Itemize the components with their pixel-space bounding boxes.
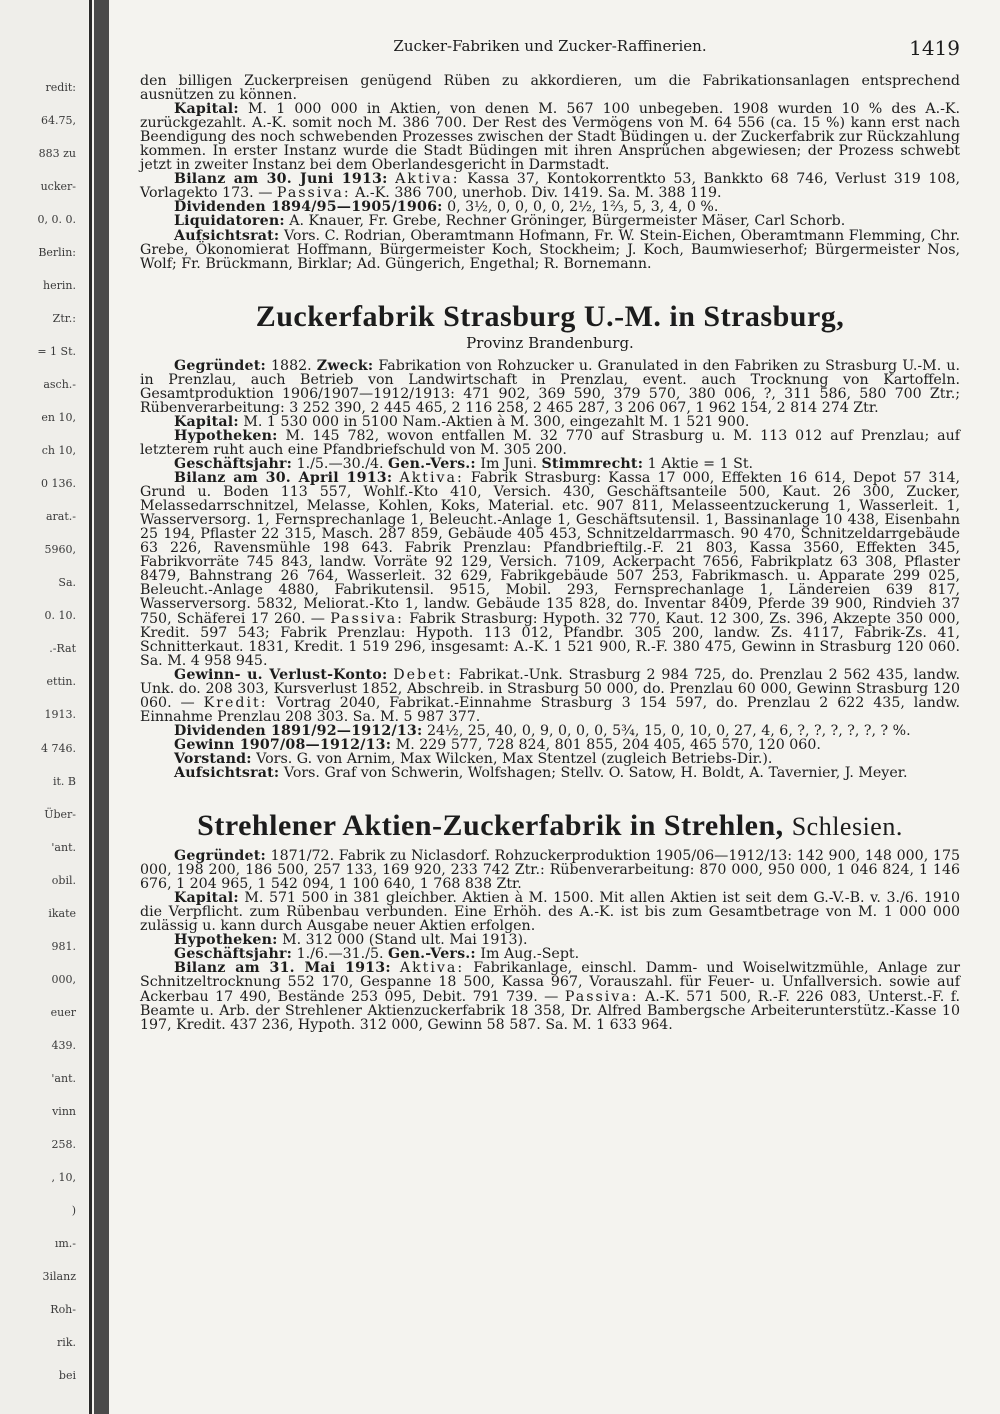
geschaeftsjahr-paragraph: [140, 457, 960, 471]
hypotheken-paragraph: [140, 429, 960, 457]
page-number: 1419: [909, 36, 960, 60]
vorstand-text: Vors. G. von Arnim, Max Wilcken, Max Stentzel (zugleich Betriebs-Dir.).: [256, 750, 773, 767]
liquidatoren-text: A. Knauer, Fr. Grebe, Rechner Gröninger, Bürgermeister Mäser, Carl Schorb.: [289, 213, 846, 230]
dividenden-paragraph: [140, 200, 960, 214]
gen-vers-text: Im Aug.-Sept.: [480, 946, 580, 963]
geschaeftsjahr-text: 1./6.—31./5.: [296, 946, 384, 963]
gegruendet-label: Gegründet:: [174, 357, 266, 374]
kapital-text: M. 571 500 in 381 gleichber. Aktien à M. 1500. Mit allen Aktien ist seit dem G.-V.-B. v. 3./6. 1910 die Verpflicht. zum Rübenbau verbunden. Eine Erhöh. des A.-K. ist bis zum Gesamtbetrage von M. 1 000 000 zulässig u. kann durch Ausgabe neuer Aktien erfolgen.: [140, 890, 960, 935]
running-header: [140, 32, 960, 74]
left-margin-fragment: asch.-: [43, 378, 76, 391]
bilanz-paragraph: [140, 471, 960, 668]
left-margin-fragment: bei: [58, 1369, 76, 1382]
left-margin-fragment: 0. 10.: [44, 609, 76, 622]
left-margin-fragment: rik.: [57, 1336, 76, 1349]
entry-title: Zuckerfabrik Strasburg U.-M. in Strasburg,: [255, 299, 845, 333]
hypotheken-label: Hypotheken:: [174, 427, 278, 444]
left-margin-fragment: 64.75,: [41, 114, 76, 127]
gegruendet-paragraph: [140, 849, 960, 891]
geschaeftsjahr-text: 1./5.—30./4.: [296, 455, 384, 472]
gen-vers-label: Gen.-Vers.:: [388, 946, 476, 963]
left-margin-fragment: Über-: [44, 808, 76, 821]
left-margin-fragment: ettin.: [46, 675, 76, 688]
entry-strehlen: [140, 810, 960, 1032]
vorstand-label: Vorstand:: [174, 750, 252, 767]
gen-vers-text: Im Juni.: [480, 455, 537, 472]
guv-paragraph: [140, 668, 960, 724]
geschaeftsjahr-label: Geschäftsjahr:: [174, 455, 293, 472]
left-margin-fragment: 0 136.: [41, 477, 76, 490]
kapital-text: M. 1 530 000 in 5100 Nam.-Aktien à M. 300, eingezahlt M. 1 521 900.: [243, 413, 750, 430]
intro-paragraph: den billigen Zuckerpreisen genügend Rüben zu akkordieren, um die Fabrikationsanlagen entsprechend ausnützen zu können.: [140, 73, 960, 104]
gewinn-paragraph: [140, 738, 960, 752]
left-margin-fragment: 981.: [51, 940, 76, 953]
hypotheken-paragraph: [140, 933, 960, 947]
left-margin-fragment: 3ilanz: [42, 1270, 76, 1283]
kredit-word: Kredit:: [203, 694, 268, 711]
left-margin-fragment: 1913.: [44, 708, 76, 721]
left-margin-fragment: euer: [50, 1006, 76, 1019]
hypotheken-label: Hypotheken:: [174, 932, 278, 949]
aufsichtsrat-paragraph: [140, 766, 960, 780]
bilanz-label: Bilanz am 31. Mai 1913:: [174, 960, 391, 977]
left-margin-fragment: , 10,: [51, 1171, 76, 1184]
gen-vers-label: Gen.-Vers.:: [388, 455, 476, 472]
liquidatoren-label: Liquidatoren:: [174, 213, 285, 230]
bilanz-paragraph: [140, 961, 960, 1031]
left-margin-fragment: obil.: [51, 874, 76, 887]
left-margin-fragment: ): [71, 1204, 76, 1217]
kapital-label: Kapital:: [174, 890, 239, 907]
left-margin-fragment: ucker-: [40, 180, 76, 193]
bilanz-aktiva-text: Kassa 37, Kontokorrentkto 53, Bankkto 68 746, Verlust 319 108, Vorlagekto 173. —: [140, 171, 960, 202]
liquidatoren-paragraph: [140, 214, 960, 228]
left-margin-fragment: 883 zu: [38, 147, 76, 160]
book-gutter-shadow: [94, 0, 109, 1414]
geschaeftsjahr-paragraph: [140, 947, 960, 961]
guv-kredit-text: Vortrag 2040, Fabrikat.-Einnahme Strasburg 3 154 597, do. Prenzlau 2 622 435, landw. Einnahme Prenzlau 208 303. Sa. M. 5 987 377.: [140, 694, 960, 725]
left-margin-fragment: ch 10,: [41, 444, 76, 457]
left-margin-fragment: Sa.: [58, 576, 76, 589]
left-margin-fragment: en 10,: [41, 411, 76, 424]
stimmrecht-text: 1 Aktie = 1 St.: [647, 455, 754, 472]
entry-title-main: Strehlener Aktien-Zuckerfabrik in Strehlen,: [197, 809, 784, 843]
book-gutter-line: [89, 0, 92, 1414]
kapital-label: Kapital:: [174, 101, 239, 118]
gegruendet-paragraph: [140, 359, 960, 415]
left-margin-fragment: redit:: [45, 81, 76, 94]
debet-word: Debet:: [393, 666, 453, 683]
gegruendet-text: 1882.: [271, 357, 312, 374]
left-margin-fragment: arat.-: [45, 510, 76, 523]
gewinn-text: M. 229 577, 728 824, 801 855, 204 405, 465 570, 120 060.: [395, 736, 821, 753]
left-margin-fragment: Ztr.:: [52, 312, 76, 325]
aktiva-word: Aktiva:: [399, 960, 465, 977]
passiva-word: Passiva:: [330, 610, 404, 627]
aufsichtsrat-paragraph: [140, 229, 960, 271]
aufsichtsrat-text: Vors. Graf von Schwerin, Wolfshagen; Stellv. O. Satow, H. Boldt, A. Tavernier, J. Meyer.: [283, 765, 908, 782]
kapital-text: M. 1 000 000 in Aktien, von denen M. 567 100 unbegeben. 1908 wurden 10 % des A.-K. zurückgezahlt. A.-K. somit noch M. 386 700. Der Rest des Vermögens von M. 64 556 (ca. 15 %) kann erst nach Beendigung des noch schwebenden Prozesses zwischen der Stadt Büdingen u. der Zuckerfabrik zur Rückzahlung kommen. In erster Instanz wurde die Stadt Büdingen mit ihren Ansprüchen abgewiesen; der Prozess schwebt jetzt in zweiter Instanz bei dem Oberlandesgericht in Darmstadt.: [140, 101, 960, 174]
page-content: [140, 32, 960, 1032]
left-page-margin-fragment: [0, 0, 88, 1414]
left-margin-fragment: 258.: [51, 1138, 76, 1151]
left-margin-fragment: 4 746.: [41, 742, 76, 755]
dividenden-text: 0, 3½, 0, 0, 0, 0, 2½, 1⅔, 5, 3, 4, 0 %.: [447, 199, 719, 216]
bilanz-aktiva-text: Fabrik Strasburg: Kassa 17 000, Effekten 16 614, Depot 57 314, Grund u. Boden 113 557, Wohlf.-Kto 410, Versich. 430, Geschäftsanteile 500, Kaut. 26 300, Zucker, Melassedarrschnitzel, Melasse, Kohlen, Koks, Material. etc. 907 811, Melasseentzuckerung 1, Wasserleit. 1, Wasserversorg. 1, Fernsprechanlage 1, Beleucht.-Anlage 1, Geschäftsutensil. 1, Bassinanlage 10 438, Eisenbahn 25 194, Pflaster 22 315, Masch. 287 859, Gebäude 405 453, Schnitzeldarrmasch. 90 470, Schnitzeldarrgebäude 63 226, Ravensmühle 198 643. Fabrik Prenzlau: Pfandbrieftilg.-F. 21 803, Kassa 3560, Effekten 345, Fabrikvorräte 745 843, landw. Vorräte 92 129, Versich. 7109, Ackerpacht 7656, Fabrikplatz 63 308, Pflaster 8479, Bahnstrang 26 764, Wasserleit. 32 629, Fabrikgebäude 507 253, Fabrikmasch. u. Apparate 299 025, Beleucht.-Anlage 4880, Fabrikutensil. 9515, Mobil. 293, Fernsprechanlage 1, Ländereien 639 817, Wasserversorg. 5832, Meliorat.-Kto 1, landw. Gebäude 135 828, do. Inventar 8409, Pferde 39 900, Rindvieh 37 750, Schäferei 17 260. —: [140, 470, 961, 627]
left-margin-fragment: 0, 0. 0.: [37, 213, 76, 226]
kapital-paragraph: [140, 891, 960, 933]
header-title: Zucker-Fabriken und Zucker-Raffinerien.: [393, 37, 707, 55]
bilanz-passiva-text: Fabrik Strasburg: Hypoth. 32 770, Kaut. 12 300, Zs. 396, Akzepte 350 000, Kredit. 597 543; Fabrik Prenzlau: Hypoth. 113 012, Pfandbr. 305 200, landw. Zs. 4117, Fabrik-Zs. 41, Schnitterkaut. 1831, Kredit. 1 519 296, insgesamt: A.-K. 1 521 900, R.-F. 380 475, Gewinn in Strasburg 120 060. Sa. M. 4 958 945.: [140, 610, 960, 669]
aufsichtsrat-label: Aufsichtsrat:: [174, 227, 280, 244]
bilanz-passiva-text: A.-K. 571 500, R.-F. 226 083, Unterst.-F. f. Beamte u. Arb. der Strehlener Aktienzuckerfabrik 18 358, Dr. Alfred Bambergsche Arbeiterunterstütz.-Kasse 10 197, Kredit. 437 236, Hypoth. 312 000, Gewinn 58 587. Sa. M. 1 633 964.: [140, 988, 961, 1033]
bilanz-passiva-text: A.-K. 386 700, unerhob. Div. 1419. Sa. M. 388 119.: [355, 185, 722, 202]
left-margin-fragment: 5960,: [44, 543, 76, 556]
vorstand-paragraph: [140, 752, 960, 766]
stimmrecht-label: Stimmrecht:: [541, 455, 644, 472]
left-margin-fragment: 439.: [51, 1039, 76, 1052]
passiva-word: Passiva:: [276, 185, 351, 202]
dividenden-label: Dividenden 1891/92—1912/13:: [174, 722, 423, 739]
dividenden-paragraph: [140, 724, 960, 738]
kapital-paragraph: [140, 415, 960, 429]
left-margin-fragment: 'ant.: [51, 841, 76, 854]
entry-title-region: Schlesien.: [791, 812, 903, 842]
dividenden-label: Dividenden 1894/95—1905/1906:: [174, 199, 443, 216]
geschaeftsjahr-label: Geschäftsjahr:: [174, 946, 293, 963]
kapital-paragraph: [140, 102, 960, 172]
bilanz-label: Bilanz am 30. April 1913:: [174, 470, 393, 487]
left-margin-fragment: vinn: [52, 1105, 76, 1118]
left-margin-fragment: .-Rat: [49, 642, 76, 655]
left-margin-fragment: Roh-: [50, 1303, 76, 1316]
left-margin-fragment: Berlin:: [38, 246, 76, 259]
bilanz-label: Bilanz am 30. Juni 1913:: [174, 171, 388, 188]
aufsichtsrat-label: Aufsichtsrat:: [174, 765, 280, 782]
gegruendet-text: 1871/72. Fabrik zu Niclasdorf. Rohzuckerproduktion 1905/06—1912/13: 142 900, 148 000, 175 000, 198 200, 186 500, 257 133, 169 920, 233 742 Ztr.: Rübenverarbeitung: 870 000, 950 000, 1 046 824, 1 146 676, 1 204 965, 1 542 094, 1 100 640, 1 768 838 Ztr.: [140, 848, 960, 893]
zweck-label: Zweck:: [316, 357, 374, 374]
entry-title: [140, 810, 960, 843]
left-margin-fragment: 'ant.: [51, 1072, 76, 1085]
entry-strasburg: [140, 301, 960, 780]
left-margin-fragment: ım.-: [54, 1237, 76, 1250]
gegruendet-label: Gegründet:: [174, 848, 266, 865]
entry-subtitle: Provinz Brandenburg.: [466, 333, 634, 352]
zweck-text: Fabrikation von Rohzucker u. Granulated in den Fabriken zu Strasburg U.-M. u. in Prenzlau, auch Betrieb von Landwirtschaft in Prenzlau, event. auch Trocknung von Kartoffeln. Gesamtproduktion 1906/1907—1912/1913: 471 902, 369 590, 379 570, 380 006, ?, 311 586, 580 700 Ztr.; Rübenverarbeitung: 3 252 390, 2 445 465, 2 116 258, 2 465 287, 3 206 067, 1 962 154, 2 814 274 Ztr.: [140, 357, 960, 416]
left-margin-fragment: herin.: [43, 279, 76, 292]
left-margin-fragment: ikate: [48, 907, 76, 920]
kapital-label: Kapital:: [174, 413, 239, 430]
entry-buedingen-continuation: [140, 74, 960, 271]
guv-label: Gewinn- u. Verlust-Konto:: [174, 666, 388, 683]
gewinn-label: Gewinn 1907/08—1912/13:: [174, 736, 392, 753]
guv-debet-text: Fabrikat.-Unk. Strasburg 2 984 725, do. Prenzlau 2 562 435, landw. Unk. do. 208 303, Kursverlust 1852, Abschreib. in Strasburg 50 000, do. Prenzlau 60 000, Gewinn Strasburg 120 060. —: [140, 666, 960, 711]
left-margin-fragment: = 1 St.: [37, 345, 76, 358]
hypotheken-text: M. 312 000 (Stand ult. Mai 1913).: [282, 932, 528, 949]
bilanz-paragraph: [140, 172, 960, 200]
passiva-word: Passiva:: [564, 988, 639, 1005]
dividenden-text: 24½, 25, 40, 0, 9, 0, 0, 0, 5¾, 15, 0, 10, 0, 27, 4, 6, ?, ?, ?, ?, ?, ? %.: [426, 722, 911, 739]
left-margin-fragment: 000,: [51, 973, 76, 986]
aktiva-word: Aktiva:: [399, 470, 464, 487]
aktiva-word: Aktiva:: [395, 171, 460, 188]
bilanz-aktiva-text: Fabrikanlage, einschl. Damm- und Woiselwitzmühle, Anlage zur Schnitzeltrocknung 552 170, Gespanne 18 500, Kassa 967, Vorauszahl. für Feuer- u. Unfallversich. sowie auf Ackerbau 17 490, Bestände 253 095, Debit. 791 739. —: [140, 960, 961, 1005]
aufsichtsrat-text: Vors. C. Rodrian, Oberamtmann Hofmann, Fr. W. Stein-Eichen, Oberamtmann Flemming, Chr. Grebe, Ökonomierat Hoffmann, Bürgermeister Koch, Stockheim; J. Koch, Baumwieserhof; Bürgermeister Nos, Wolf; Fr. Brückmann, Birklar; Ad. Güngerich, Engethal; R. Bornemann.: [140, 227, 961, 272]
hypotheken-text: M. 145 782, wovon entfallen M. 32 770 auf Strasburg u. M. 113 012 auf Prenzlau; auf letzterem ruht auch eine Pfandbriefschuld von M. 305 200.: [140, 427, 961, 458]
left-margin-fragment: it. B: [52, 775, 76, 788]
